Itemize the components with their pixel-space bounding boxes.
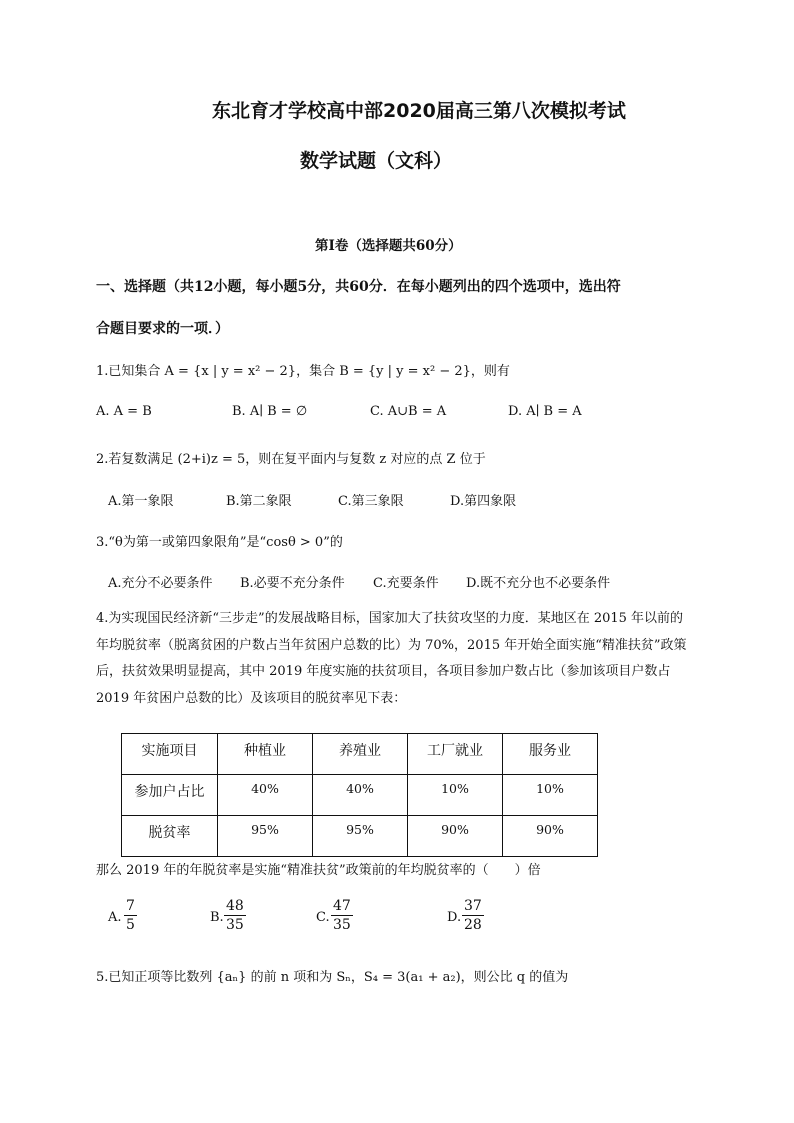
q2-option-b: B.第二象限 (226, 494, 292, 509)
q1-option-a: A. A = B (96, 404, 152, 419)
q4-option-c-letter: C. (316, 910, 330, 925)
table-row (122, 816, 598, 857)
fraction-denominator: 35 (333, 917, 351, 933)
table-cell: 95% (313, 816, 408, 857)
q3-option-a: A.充分不必要条件 (108, 576, 213, 591)
q1-stem: 1.已知集合 A = {x | y = x² − 2}，集合 B = {y | y = x² − 2}，则有 (96, 364, 510, 379)
table-header-cell: 服务业 (503, 734, 598, 775)
q3-stem: 3.“θ为第一或第四象限角”是“cosθ > 0”的 (96, 535, 343, 550)
table-cell: 40% (313, 775, 408, 816)
table-row (122, 734, 598, 775)
table-header-cell: 种植业 (218, 734, 313, 775)
instructions-line1: 一、选择题（共12小题，每小题5分，共60分．在每小题列出的四个选项中，选出符 (96, 279, 621, 295)
q2-stem: 2.若复数满足 (2+i)z = 5，则在复平面内与复数 z 对应的点 Z 位于 (96, 452, 486, 467)
q4-stem: 4.为实现国民经济新“三步走”的发展战略目标，国家加大了扶贫攻坚的力度．某地区在 2015 年以前的年均脱贫率（脱离贫困的户数占当年贫困户总数的比）为 70%，2015 年开始全面实施“精准扶贫”政策后，扶贫效果明显提高，其中 2019 年度实施的扶贫项目，各项目参加户数占比（参加该项目户数占 2019 年贫困户总数的比）及该项目的脱贫率见下表： (96, 611, 687, 706)
exam-title: 东北育才学校高中部2020届高三第八次模拟考试 (212, 100, 626, 122)
table-header-cell: 实施项目 (122, 734, 218, 775)
table-cell: 90% (408, 816, 503, 857)
q1-option-c: C. A∪B = A (370, 404, 447, 419)
instructions-line2: 合题目要求的一项．） (96, 321, 229, 337)
table-cell: 40% (218, 775, 313, 816)
q5-stem: 5.已知正项等比数列 {aₙ} 的前 n 项和为 Sₙ，S₄ = 3(a₁ + a₂)，则公比 q 的值为 (96, 970, 569, 985)
q2-option-a: A.第一象限 (108, 494, 174, 509)
q4-option-d-fraction (462, 898, 484, 934)
q4-option-d-letter: D. (447, 910, 462, 925)
fraction-denominator: 5 (126, 917, 135, 933)
q4-option-a-fraction (124, 898, 137, 934)
section-title: 第Ⅰ卷（选择题共60分） (315, 238, 462, 254)
q1-option-d: D. A∣ B = A (508, 404, 582, 419)
fraction-numerator: 48 (226, 898, 244, 914)
q4-option-b-fraction (224, 898, 246, 934)
table-cell: 10% (503, 775, 598, 816)
table-cell: 脱贫率 (122, 816, 218, 857)
fraction-numerator: 47 (333, 898, 351, 914)
q3-option-b: B.必要不充分条件 (240, 576, 345, 591)
q4-option-a-letter: A. (108, 910, 122, 925)
table-cell: 90% (503, 816, 598, 857)
q3-option-d: D.既不充分也不必要条件 (466, 576, 611, 591)
q4-followup: 那么 2019 年的年脱贫率是实施“精准扶贫”政策前的年均脱贫率的（ ）倍 (96, 863, 541, 878)
table-header-cell: 工厂就业 (408, 734, 503, 775)
table-cell: 参加户占比 (122, 775, 218, 816)
poverty-table (121, 733, 598, 857)
table-cell: 10% (408, 775, 503, 816)
q4-option-b-letter: B. (210, 910, 224, 925)
q4-option-c-fraction (331, 898, 353, 934)
fraction-numerator: 37 (464, 898, 482, 914)
q3-option-c: C.充要条件 (373, 576, 439, 591)
table-header-cell: 养殖业 (313, 734, 408, 775)
fraction-denominator: 35 (226, 917, 244, 933)
fraction-denominator: 28 (464, 917, 482, 933)
table-row (122, 775, 598, 816)
q1-option-b: B. A∣ B = ∅ (232, 404, 308, 419)
q2-option-d: D.第四象限 (450, 494, 517, 509)
exam-subtitle: 数学试题（文科） (300, 150, 453, 172)
fraction-numerator: 7 (126, 898, 135, 914)
table-cell: 95% (218, 816, 313, 857)
q2-option-c: C.第三象限 (338, 494, 404, 509)
